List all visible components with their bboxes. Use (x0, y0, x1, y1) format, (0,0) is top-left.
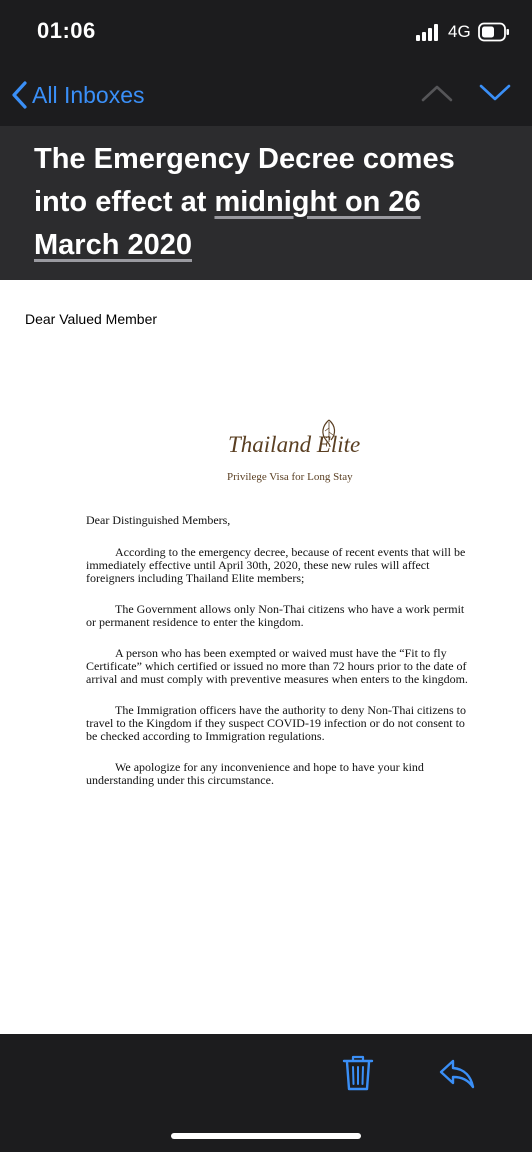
letter-paragraph: According to the emergency decree, because of recent events that will be immediately effective until April 30th, 2020, these new rules will affect foreigners including Thailand Elite members; (86, 545, 466, 585)
chevron-left-icon (10, 80, 28, 110)
letter-paragraph: The Immigration officers have the authority to deny Non-Thai citizens to travel to the Kingdom if they suspect COVID-19 infection or do not consent to be checked according to Immigration regulations. (86, 703, 467, 743)
trash-icon[interactable] (342, 1054, 374, 1092)
subject-text: The Emergency Decree comes into effect at (34, 143, 455, 218)
subject-date-link[interactable]: midnight on 26 March 2020 (34, 186, 421, 261)
network-type: 4G (448, 22, 471, 41)
letter-salutation: Dear Distinguished Members, (86, 513, 231, 527)
status-time: 01:06 (37, 18, 96, 43)
letter-paragraph: A person who has been exempted or waived must have the “Fit to fly Certificate” which certified or issued no more than 72 hours prior to the date of arrival and must comply with preventive measures when enters to the kingdom. (86, 646, 468, 686)
letter-paragraph: The Government allows only Non-Thai citizens who have a work permit or permanent residence to enter the kingdom. (86, 602, 465, 629)
logo-text: Thailand Elite (228, 432, 361, 457)
chevron-down-icon[interactable] (478, 82, 512, 104)
reply-icon[interactable] (438, 1058, 476, 1090)
signal-bars-icon (416, 24, 442, 41)
email-greeting: Dear Valued Member (25, 311, 158, 327)
home-indicator (171, 1133, 361, 1139)
email-subject (34, 138, 504, 267)
letter-body (86, 514, 470, 805)
thailand-elite-logo (222, 418, 372, 488)
logo-tagline: Privilege Visa for Long Stay (227, 471, 353, 483)
back-to-inboxes-button[interactable] (10, 78, 145, 112)
chevron-up-icon[interactable] (420, 82, 454, 104)
battery-icon (478, 22, 510, 42)
back-label: All Inboxes (32, 81, 145, 108)
letter-paragraph: We apologize for any inconvenience and hope to have your kind understanding under this circumstance. (86, 760, 424, 787)
